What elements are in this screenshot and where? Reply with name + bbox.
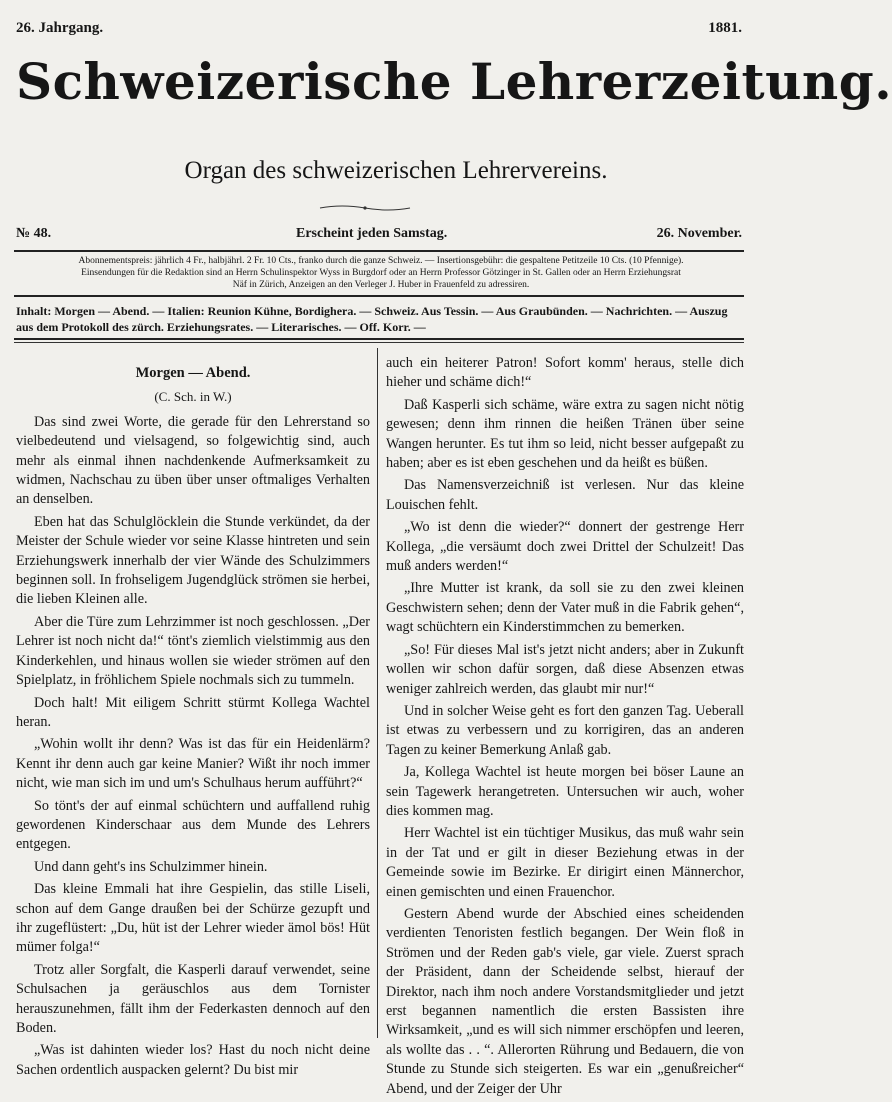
paragraph: „Ihre Mutter ist krank, da soll sie zu den zwei kleinen Geschwistern sehen; denn der Vater muß in die Fabrik gehen“, wagt schüchtern ein Kinderstimmchen zu bemerken. [386,580,744,636]
submission-line: Näf in Zürich, Anzeigen an den Verleger J. Huber in Frauenfeld zu adressiren. [232,280,530,290]
contents-rule-double [14,342,744,343]
paragraph: „Was ist dahinten wieder los? Hast du noch nicht deine Sachen ordentlich auspacken gelernt? Du bist mir [16,1042,370,1078]
paragraph: Ja, Kollega Wachtel ist heute morgen bei böser Laune an sein Tagewerk herangetreten. Untersuchen wir auch, woher dies kommen mag. [386,764,744,819]
article-byline: (C. Sch. in W.) [154,389,232,405]
paragraph: Daß Kasperli sich schäme, wäre extra zu sagen nicht nötig gewesen; denn ihm rinnen die heißen Tränen über seine Wangen herunter. Es tut ihm so leid, nicht besser aufgepaßt zu haben; aber es ist eben geschehen und da heißt es büßen. [386,396,744,472]
paragraph: Das sind zwei Worte, die gerade für den Lehrerstand so vielbedeutend und vielsagend, so folgewichtig sind, auch mehr als einmal ihnen nachdenkende Aufmerksamkeit zu widmen, Nachschau zu üben über unser oftmaliges Verhalten an denselben. [16,413,370,508]
ornament-divider [320,204,410,212]
paragraph: Herr Wachtel ist ein tüchtiger Musikus, das muß wahr sein in der Tat und er gilt in dieser Beziehung etwas in der Gemeinde sowie im Bezirke. Er dirigirt einen Männerchor, einen gemischten und einen Frauenchor. [386,825,744,900]
paragraph: Das kleine Emmali hat ihre Gespielin, das stille Liseli, schon auf dem Gange draußen bei der Schürze gezupft und ihr zugeflüstert: „Du, hüt ist der Lehrer wieder ämol bös! Hüt mümer folga!“ [16,881,370,956]
subscription-line: Abonnementspreis: jährlich 4 Fr., halbjährl. 2 Fr. 10 Cts., franko durch die ganze Schweiz. — Insertionsgebühr: die gespaltene Petitzeile 10 Cts. (10 Pfennige). [78,256,684,266]
paragraph: Gestern Abend wurde der Abschied eines scheidenden verdienten Tenoristen festlich begangen. Der Wein floß in Strömen und der Reden gab's viele, gar viele. Zuerst sprach der Präsident, dann der Scheidende selbst, hierauf der Direktor, nach ihm noch andere Vorstandsmitglieder und jetzt erst begannen namentlich die ersten Bassisten ihre Wirksamkeit, „und es will sich nimmer erschöpfen und leeren, als wollte das . . “. Allerorten Rührung und Bedauern, die von Stunde zu Stunde sich steigerten. Es war ein „genußreicher“ Abend, und der Zeiger der Uhr [386,905,744,1097]
issue-line [16,226,742,242]
subscription-info [16,255,746,291]
paragraph: Trotz aller Sorgfalt, die Kasperli darauf verwendet, seine Schulsachen ja geräuschlos aus dem Tornister herauszunehmen, fällt ihm der Federkasten dennoch auf den Boden. [16,961,370,1036]
column-divider [377,348,378,1038]
submission-line: Einsendungen für die Redaktion sind an Herrn Schulinspektor Wyss in Burgdorf oder an Herrn Professor Götzinger in St. Gallen oder an Herrn Erziehungsrat [81,268,681,278]
masthead-topline [16,20,742,37]
paragraph: „Wohin wollt ihr denn? Was ist das für ein Heidenlärm? Kennt ihr denn auch gar keine Manier? Wißt ihr noch immer nicht, wie man sich im und um's Schulhaus herum aufführt?“ [16,736,370,792]
paragraph: „So! Für dieses Mal ist's jetzt nicht anders; aber in Zukunft wollen wir schon dafür sorgen, daß diese Absenzen etwas weniger zahlreich werden, das glaubt mir nur!“ [386,641,744,697]
newspaper-subtitle: Organ des schweizerischen Lehrervereins. [184,157,608,184]
paragraph: Doch halt! Mit eiligem Schritt stürmt Kollega Wachtel heran. [16,694,370,730]
paragraph: Und dann geht's ins Schulzimmer hinein. [34,858,268,875]
table-of-contents: Inhalt: Morgen — Abend. — Italien: Reunion Kühne, Bordighera. — Schweiz. Aus Tessin. — Aus Graubünden. — Nachrichten. — Auszug aus dem Protokoll des zürch. Erziehungsrates. — Literarisches. — Off. Korr. — [16,304,728,334]
article-heading: Morgen — Abend. [135,365,251,381]
article-column-left [16,354,370,1083]
article-column-right [386,354,744,1102]
publication-frequency: Erscheint jeden Samstag. [296,226,448,241]
paragraph: So tönt's der auf einmal schüchtern und auffallend ruhig gewordenen Kinderschaar aus dem Munde des Lehrers entgegen. [16,797,370,853]
volume-label: 26. Jahrgang. [16,20,104,36]
issue-number: № 48. [16,226,52,241]
masthead-rule [14,250,744,252]
paragraph-continuation: auch ein heiterer Patron! Sofort komm' heraus, stelle dich hieher und schäme dich!“ [386,355,744,391]
contents-rule-top [14,295,744,297]
paragraph: Und in solcher Weise geht es fort den ganzen Tag. Ueberall ist etwas zu verbessern und zu korrigiren, das an anderen Tagen zu keiner Bemerkung Anlaß gab. [386,702,744,758]
issue-date: 26. November. [656,226,742,241]
paragraph: Aber die Türe zum Lehrzimmer ist noch geschlossen. „Der Lehrer ist noch nicht da!“ tönt's ziemlich vielstimmig aus den Kinderkehlen, und hinaus wollen sie wieder strömen auf den Spielplatz, in fröhlichem Spiele nochmals sich zu tummeln. [16,613,370,689]
paragraph: Eben hat das Schulglöcklein die Stunde verkündet, da der Meister der Schule wieder vor seine Klasse hintreten und sein Erziehungswerk innerhalb der vier Wände des Schulzimmers beginnen soll. In frohseligem Jugendglück strömen sie herbei, die lieben Kleinen alle. [16,513,370,608]
paragraph: Das Namensverzeichniß ist verlesen. Nur das kleine Louischen fehlt. [386,477,744,513]
newspaper-title: Schweizerische Lehrerzeitung. [16,52,892,111]
paragraph: „Wo ist denn die wieder?“ donnert der gestrenge Herr Kollega, „die versäumt doch zwei Drittel der Schulzeit! Das muß anders werden!“ [386,519,744,575]
year-label: 1881. [708,20,742,36]
contents-rule-bottom [14,338,744,340]
